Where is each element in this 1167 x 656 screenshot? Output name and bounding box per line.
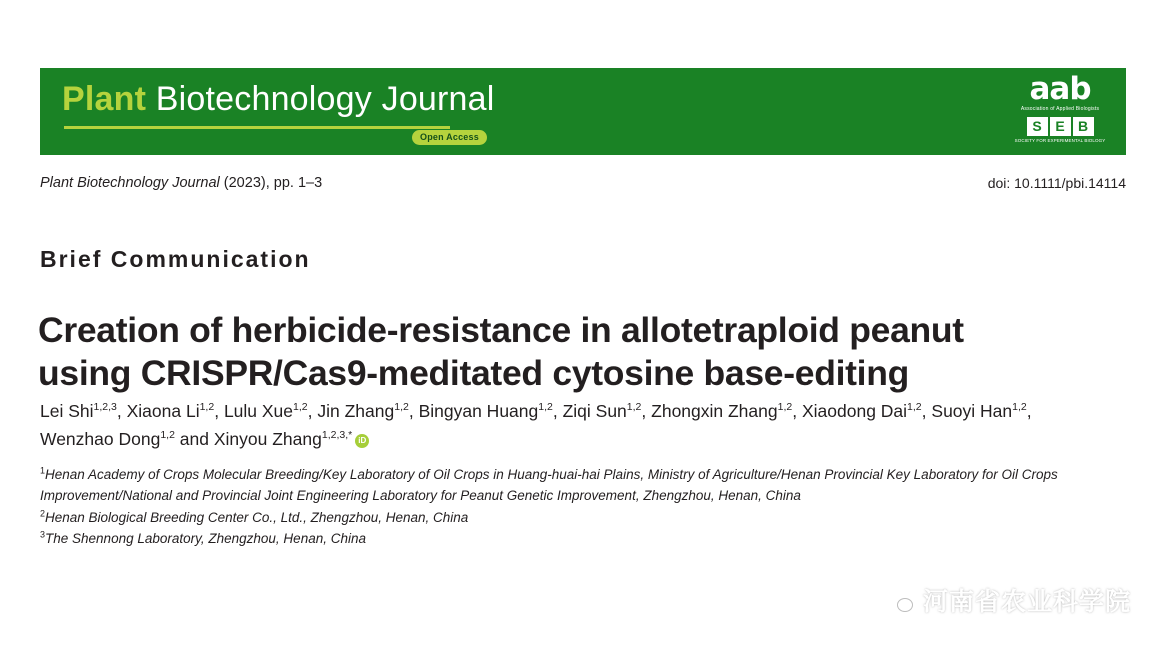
seb-letter-b: B [1073, 117, 1094, 136]
article-title-line-2: using CRISPR/Cas9-meditated cytosine base-editing [38, 353, 910, 394]
author-name: Zhongxin Zhang [651, 401, 778, 421]
affiliation-text: Henan Academy of Crops Molecular Breeding/Key Laboratory of Oil Crops in Huang-huai-hai Plains, Ministry of Agriculture/Henan Provincial Key Laboratory for Oil Crops Improvement/National and Provincial Joint Engineering Laboratory for Peanut Genetic Improvement, Zhengzhou, Henan, China [40, 467, 1058, 504]
seb-logo-subtitle: SOCIETY FOR EXPERIMENTAL BIOLOGY [1014, 137, 1106, 143]
aab-logo-word: aab [1029, 71, 1091, 107]
author-name: Bingyan Huang [418, 401, 539, 421]
article-title-line-1: Creation of herbicide-resistance in allotetraploid peanut [38, 309, 964, 350]
author-separator: , [1026, 401, 1032, 421]
wechat-account-name: 河南省农业科学院 [922, 587, 1131, 616]
journal-title-rest: Biotechnology Journal [146, 80, 495, 118]
author-entry [931, 401, 1031, 421]
orcid-icon[interactable]: iD [355, 434, 369, 448]
author-separator: , [792, 401, 802, 421]
affiliation-item [40, 528, 1130, 549]
author-separator: , [116, 401, 127, 421]
author-entry [40, 401, 127, 421]
author-name: Ziqi Sun [562, 401, 627, 421]
seb-letter-e: E [1050, 117, 1071, 136]
author-entry [224, 401, 317, 421]
aab-logo-subtitle: Association of Applied Biologists [1020, 105, 1100, 112]
journal-title-highlight: Plant [62, 80, 147, 118]
seb-letter-s: S [1027, 117, 1048, 136]
seb-logo [1012, 117, 1108, 136]
journal-title [62, 80, 495, 119]
journal-citation-name: Plant Biotechnology Journal [40, 175, 220, 191]
author-separator: , [214, 401, 224, 421]
article-type-label: Brief Communication [40, 246, 311, 272]
author-entry [127, 401, 224, 421]
author-entry [317, 401, 418, 421]
wechat-icon [885, 588, 913, 612]
author-name: Xiaona Li [126, 401, 200, 421]
author-name: Xiaodong Dai [801, 401, 908, 421]
affiliation-marker: 3 [40, 529, 46, 540]
affiliation-text: Henan Biological Breeding Center Co., Ltd., Zhengzhou, Henan, China [45, 509, 469, 525]
affiliation-marker: 2 [40, 508, 46, 519]
author-entry [419, 401, 563, 421]
journal-masthead [40, 68, 1126, 155]
author-affiliation-marker: 1,2 [199, 401, 215, 414]
page-title [38, 309, 1118, 396]
author-separator: , [307, 401, 318, 421]
wechat-watermark [885, 582, 1131, 618]
affiliation-text: The Shennong Laboratory, Zhengzhou, Henan, China [45, 530, 366, 546]
author-separator: , [921, 401, 932, 421]
author-affiliation-marker: 1,2 [1012, 401, 1027, 414]
author-separator: , [408, 401, 419, 421]
affiliation-item [40, 464, 1130, 507]
author-entry [563, 401, 652, 421]
author-name: Jin Zhang [317, 401, 395, 421]
affiliation-marker: 1 [40, 465, 46, 476]
running-head [40, 175, 1126, 191]
author-separator: , [552, 401, 563, 421]
author-affiliation-marker: 1,2 [160, 429, 175, 442]
author-separator: and [174, 429, 214, 450]
masthead-underline [64, 126, 450, 129]
author-name: Lulu Xue [223, 401, 294, 421]
author-name: Wenzhao Dong [40, 429, 161, 450]
journal-citation-pages: (2023), pp. 1–3 [219, 175, 323, 191]
aab-logo [1012, 71, 1108, 143]
author-affiliation-marker: 1,2 [626, 401, 642, 414]
author-affiliation-marker: 1,2,3 [93, 401, 117, 414]
author-affiliation-marker: 1,2,3,* [321, 429, 353, 442]
journal-citation [40, 175, 322, 191]
affiliation-list [40, 464, 1130, 549]
author-affiliation-marker: 1,2 [293, 401, 308, 414]
author-affiliation-marker: 1,2 [777, 401, 793, 414]
open-access-badge: Open Access [412, 130, 487, 145]
author-name: Suoyi Han [931, 401, 1013, 421]
author-affiliation-marker: 1,2 [394, 401, 409, 414]
author-entry [214, 429, 352, 449]
author-separator: , [641, 401, 652, 421]
author-entry [40, 429, 214, 449]
author-entry [651, 401, 802, 421]
affiliation-item [40, 507, 1130, 528]
author-list [40, 397, 1110, 454]
author-affiliation-marker: 1,2 [907, 401, 922, 414]
author-name: Lei Shi [40, 401, 94, 421]
doi-text: doi: 10.1111/pbi.14114 [987, 175, 1126, 191]
author-affiliation-marker: 1,2 [538, 401, 553, 414]
author-name: Xinyou Zhang [213, 429, 322, 450]
author-entry [802, 401, 931, 421]
